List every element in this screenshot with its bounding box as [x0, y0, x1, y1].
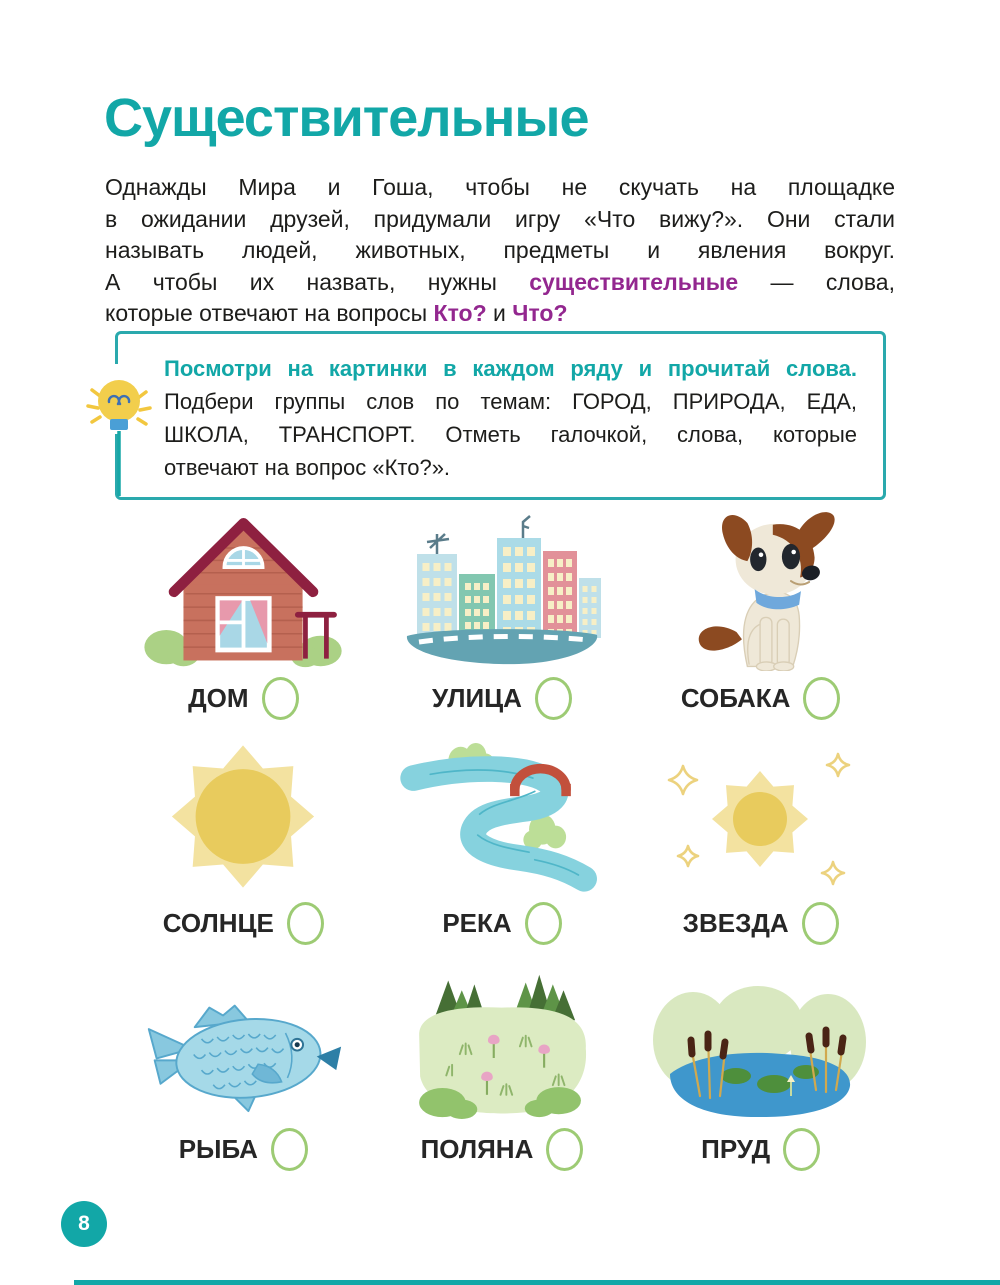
word-label: ПРУД	[701, 1133, 771, 1164]
word-label: СОБАКА	[680, 683, 791, 713]
word-label: СОЛНЦЕ	[162, 907, 274, 938]
checkbox-circle[interactable]	[803, 677, 840, 720]
word-card-ryba	[118, 960, 369, 1172]
tip-line: ШКОЛА, ТРАНСПОРТ. Отметь галочкой, слова, которые	[164, 422, 857, 447]
word-card-polyana	[377, 960, 628, 1172]
lightbulb-icon	[84, 364, 154, 496]
word-card-prud	[635, 960, 886, 1172]
intro-text: — слова,	[738, 268, 895, 295]
pond-illustration	[635, 960, 886, 1120]
checkbox-circle[interactable]	[535, 677, 572, 720]
intro-text: которые отвечают на вопросы	[105, 300, 434, 326]
word-label: УЛИЦА	[432, 683, 522, 713]
sun-illustration	[118, 734, 369, 894]
word-grid	[118, 508, 886, 1172]
checkbox-circle[interactable]	[783, 1128, 820, 1171]
house-illustration	[118, 508, 369, 670]
checkbox-circle[interactable]	[287, 902, 324, 945]
checkbox-circle[interactable]	[262, 677, 299, 720]
intro-line: называть людей, животных, предметы и явления вокруг.	[105, 237, 895, 263]
word-label: ЗВЕЗДА	[682, 907, 789, 938]
checkbox-circle[interactable]	[546, 1128, 583, 1171]
checkbox-circle[interactable]	[525, 902, 562, 945]
question-what: Что?	[512, 300, 568, 326]
word-card-ulitsa	[377, 508, 628, 720]
star-illustration	[635, 734, 886, 894]
checkbox-circle[interactable]	[271, 1128, 308, 1171]
word-label: РЕКА	[442, 907, 512, 938]
meadow-illustration	[377, 960, 628, 1120]
river-illustration	[377, 734, 628, 894]
intro-line	[105, 298, 895, 330]
tip-line: отвечают на вопрос «Кто?».	[164, 455, 451, 480]
intro-paragraph	[105, 172, 895, 330]
page-title: Существительные	[104, 88, 589, 148]
intro-line	[105, 267, 895, 299]
word-label: РЫБА	[178, 1133, 258, 1164]
word-card-sobaka	[635, 508, 886, 720]
word-label: ДОМ	[188, 682, 249, 713]
intro-text: и	[486, 300, 513, 326]
term-nouns: существительные	[529, 268, 739, 295]
word-card-solntse	[118, 734, 369, 946]
intro-text: А чтобы их назвать, нужны	[105, 268, 530, 295]
page-number-badge	[61, 1201, 107, 1247]
city-street-illustration	[377, 506, 628, 671]
tip-highlight-line: Посмотри на картинки в каждом ряду и прочитай слова.	[164, 356, 857, 381]
tip-line: Подбери группы слов по темам: ГОРОД, ПРИРОДА, ЕДА,	[164, 389, 857, 414]
fish-illustration	[118, 960, 369, 1120]
word-card-zvezda	[635, 734, 886, 946]
footer-bar	[74, 1280, 1000, 1285]
word-card-reka	[377, 734, 628, 946]
intro-line: Однажды Мира и Гоша, чтобы не скучать на площадке	[105, 174, 895, 200]
intro-line: в ожидании друзей, придумали игру «Что вижу?». Они стали	[105, 205, 895, 232]
checkbox-circle[interactable]	[802, 902, 839, 945]
dog-illustration	[635, 503, 886, 671]
word-card-dom	[118, 508, 369, 720]
word-label: ПОЛЯНА	[420, 1133, 534, 1164]
page-number: 8	[78, 1212, 90, 1235]
question-who: Кто?	[433, 300, 487, 326]
task-instruction-box	[115, 331, 886, 500]
